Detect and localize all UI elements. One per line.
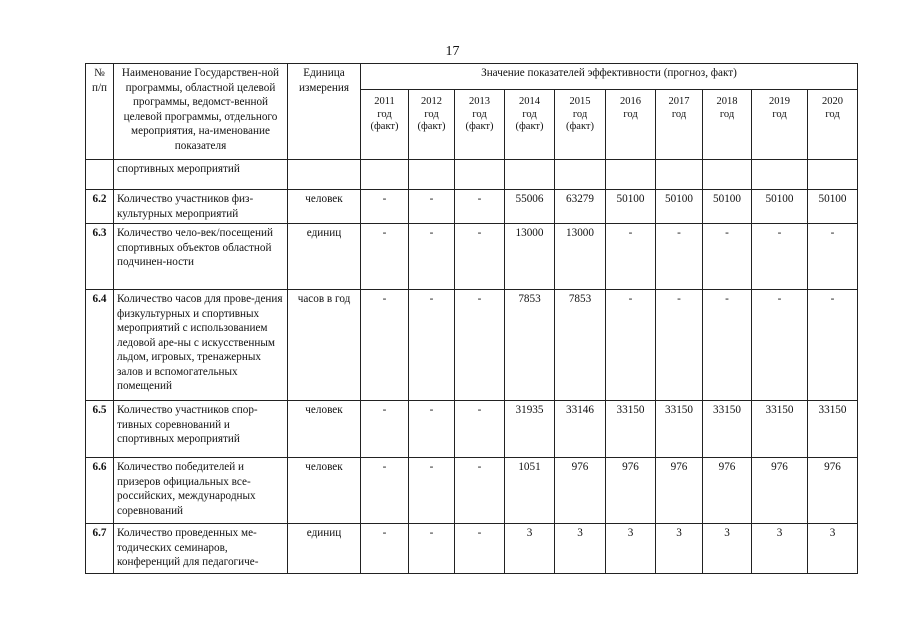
row-value: - (361, 458, 409, 524)
row-value: - (361, 524, 409, 574)
row-value: 976 (752, 458, 808, 524)
row-value: - (752, 224, 808, 290)
header-year-line: год (719, 108, 735, 120)
row-name: Количество участников физ-культурных мероприятий (114, 190, 288, 224)
table-row (86, 290, 858, 401)
row-unit: единиц (288, 524, 361, 574)
row-value: 50100 (656, 190, 703, 224)
row-value: - (703, 290, 752, 401)
row-num (86, 160, 114, 190)
row-value: 7853 (555, 290, 606, 401)
row-value: - (361, 290, 409, 401)
row-value: - (606, 290, 656, 401)
table-row (86, 524, 858, 574)
row-value: - (361, 190, 409, 224)
row-value (455, 160, 505, 190)
row-name: Количество проведенных ме-тодических семинаров, конференций для педагогиче- (114, 524, 288, 574)
row-value: 976 (555, 458, 606, 524)
row-value: - (656, 224, 703, 290)
row-num: 6.6 (86, 458, 114, 524)
row-value (656, 160, 703, 190)
row-name: спортивных мероприятий (114, 160, 288, 190)
row-unit: единиц (288, 224, 361, 290)
header-year (555, 90, 606, 160)
row-value: - (455, 401, 505, 458)
row-value: 31935 (505, 401, 555, 458)
row-num: 6.4 (86, 290, 114, 401)
row-value: 3 (505, 524, 555, 574)
row-value: 3 (752, 524, 808, 574)
table-row (86, 160, 858, 190)
row-value: 50100 (703, 190, 752, 224)
header-year-line: год (825, 108, 840, 120)
table-row (86, 190, 858, 224)
header-unit: Единица измерения (288, 64, 361, 160)
header-year-line: (факт) (370, 121, 399, 132)
row-value: 3 (703, 524, 752, 574)
row-value: 976 (656, 458, 703, 524)
row-unit: часов в год (288, 290, 361, 401)
row-value: 3 (606, 524, 656, 574)
row-value (752, 160, 808, 190)
header-year-line: (факт) (465, 121, 494, 132)
row-value: - (455, 290, 505, 401)
row-value: 50100 (808, 190, 858, 224)
row-value: 33150 (808, 401, 858, 458)
row-value: 976 (703, 458, 752, 524)
row-value: 63279 (555, 190, 606, 224)
row-value: - (752, 290, 808, 401)
row-value (409, 160, 455, 190)
row-value (808, 160, 858, 190)
header-year (808, 90, 858, 160)
row-value: 33150 (606, 401, 656, 458)
row-name: Количество часов для прове-дения физкультурных и спортивных мероприятий с использованием ледовой аре-ны с искусственным льдом, игровых, тренажерных залов и вспомогательных помещений (114, 290, 288, 401)
header-year (606, 90, 656, 160)
row-value: 33150 (752, 401, 808, 458)
row-value: 3 (656, 524, 703, 574)
header-year-line: 2014 (519, 96, 540, 107)
header-year (505, 90, 555, 160)
table-row (86, 458, 858, 524)
header-year-line: год (522, 108, 537, 120)
row-value: 50100 (606, 190, 656, 224)
header-year-line: год (424, 108, 439, 120)
table-row (86, 401, 858, 458)
row-value: - (808, 224, 858, 290)
row-value: - (703, 224, 752, 290)
row-value (606, 160, 656, 190)
table-body (86, 160, 858, 574)
header-year-line: год (671, 108, 687, 120)
row-value: - (606, 224, 656, 290)
row-value: 50100 (752, 190, 808, 224)
row-num: 6.5 (86, 401, 114, 458)
row-num: 6.2 (86, 190, 114, 224)
row-value: - (409, 290, 455, 401)
header-year-line: (факт) (417, 121, 446, 132)
header-year-line: год (623, 108, 638, 120)
row-value (361, 160, 409, 190)
header-year-line: 2019 (769, 96, 790, 107)
row-unit: человек (288, 458, 361, 524)
header-name: Наименование Государствен-ной программы, областной целевой программы, ведомст-венной целевой программы, отдельного мероприятия, на-именование показателя (114, 64, 288, 160)
row-value: - (409, 524, 455, 574)
header-year (656, 90, 703, 160)
row-value (505, 160, 555, 190)
row-value: - (409, 401, 455, 458)
row-value: - (455, 458, 505, 524)
header-year-line: год (377, 108, 392, 120)
header-year-line: 2013 (469, 96, 490, 107)
row-value: - (455, 224, 505, 290)
header-year-line: (факт) (515, 121, 544, 132)
row-value: 33150 (703, 401, 752, 458)
header-year-line: год (772, 108, 787, 120)
row-value: 13000 (505, 224, 555, 290)
header-year (703, 90, 752, 160)
row-value: 976 (606, 458, 656, 524)
row-unit: человек (288, 401, 361, 458)
header-year-line: 2015 (569, 96, 591, 107)
row-value: - (808, 290, 858, 401)
row-value: - (409, 458, 455, 524)
header-year (752, 90, 808, 160)
row-unit (288, 160, 361, 190)
header-year-line: год (572, 108, 588, 120)
indicators-table (85, 63, 858, 574)
header-year (361, 90, 409, 160)
row-value: 1051 (505, 458, 555, 524)
page-number: 17 (445, 44, 460, 59)
header-values-group: Значение показателей эффективности (прогноз, факт) (361, 64, 858, 90)
row-value: - (656, 290, 703, 401)
row-num: 6.3 (86, 224, 114, 290)
row-name: Количество победителей и призеров официальных все-российских, международных соревнований (114, 458, 288, 524)
header-year-line: 2018 (716, 96, 738, 107)
header-year-line: (факт) (565, 121, 594, 132)
row-value: - (409, 224, 455, 290)
header-year (455, 90, 505, 160)
row-value: 33150 (656, 401, 703, 458)
row-unit: человек (288, 190, 361, 224)
row-name: Количество чело-век/посещений спортивных объектов областной подчинен-ности (114, 224, 288, 290)
row-value (703, 160, 752, 190)
row-value: - (409, 190, 455, 224)
header-year (409, 90, 455, 160)
row-value (555, 160, 606, 190)
row-value: 3 (808, 524, 858, 574)
row-name: Количество участников спор-тивных соревнований и спортивных мероприятий (114, 401, 288, 458)
row-value: 13000 (555, 224, 606, 290)
row-value: 3 (555, 524, 606, 574)
row-num: 6.7 (86, 524, 114, 574)
row-value: - (455, 524, 505, 574)
header-year-line: 2020 (822, 96, 843, 107)
row-value: - (361, 401, 409, 458)
row-value: 7853 (505, 290, 555, 401)
row-value: 55006 (505, 190, 555, 224)
row-value: - (361, 224, 409, 290)
header-num: № п/п (86, 64, 114, 160)
header-year-line: год (472, 108, 487, 120)
header-year-line: 2016 (620, 96, 641, 107)
row-value: 33146 (555, 401, 606, 458)
table-row (86, 224, 858, 290)
row-value: 976 (808, 458, 858, 524)
header-year-line: 2017 (668, 96, 690, 107)
row-value: - (455, 190, 505, 224)
header-year-line: 2011 (374, 96, 395, 107)
header-year-line: 2012 (421, 96, 442, 107)
